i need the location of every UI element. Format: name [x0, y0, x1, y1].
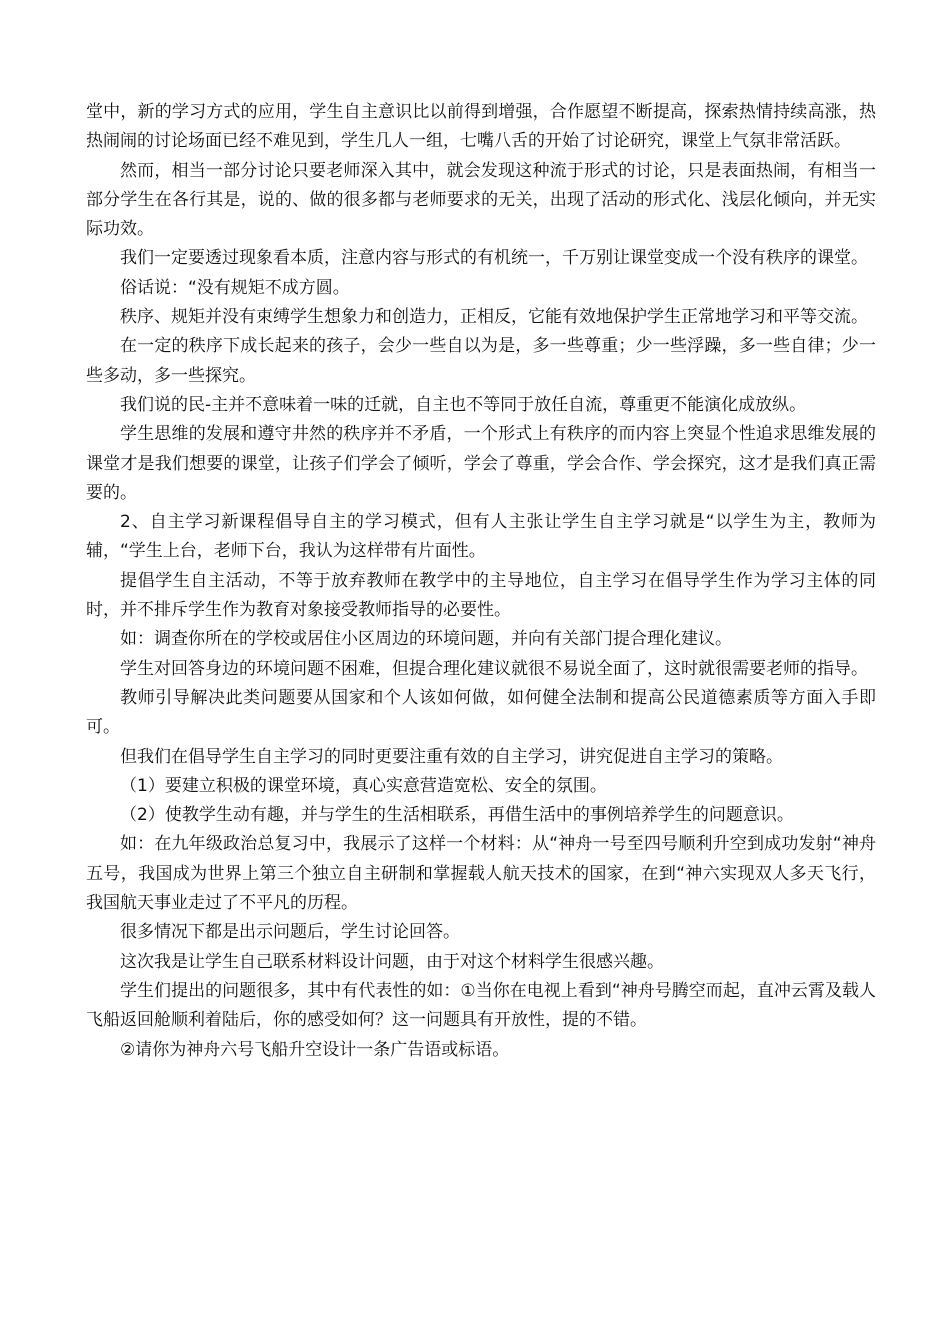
paragraph-2: 然而，相当一部分讨论只要老师深入其中，就会发现这种流于形式的讨论，只是表面热闹，有相当一部分学生在各行其是，说的、做的很多都与老师要求的无关，出现了活动的形式化、浅层化倾向，并无实际功效。 — [86, 160, 876, 240]
paragraph-17: 如：在九年级政治总复习中，我展示了这样一个材料：从“神舟一号至四号顺利升空到成功发射“神舟五号，我国成为世界上第三个独立自主研制和掌握载人航天技术的国家，在到“神六实现双人多天飞行，我国航天事业走过了不平凡的历程。 — [86, 834, 876, 914]
paragraph-9: 2、自主学习新课程倡导自主的学习模式，但有人主张让学生自主学习就是“以学生为主，教师为辅，“学生上台，老师下台，我认为这样带有片面性。 — [86, 512, 876, 562]
paragraph-15: （1）要建立积极的课堂环境，真心实意营造宽松、安全的氛围。 — [120, 775, 607, 796]
paragraph-1: 堂中，新的学习方式的应用，学生自主意识比以前得到增强，合作愿望不断提高，探索热情持续高涨，热热闹闹的讨论场面已经不难见到，学生几人一组，七嘴八舌的开始了讨论研究，课堂上气氛非常活跃。 — [86, 102, 876, 152]
paragraph-4: 俗话说：“没有规矩不成方圆。 — [120, 277, 350, 298]
paragraph-5: 秩序、规矩并没有束缚学生想象力和创造力，正相反，它能有效地保护学生正常地学习和平等交流。 — [120, 307, 868, 328]
paragraph-11: 如：调查你所在的学校或居住小区周边的环境问题，并向有关部门提合理化建议。 — [120, 629, 732, 650]
paragraph-20: 学生们提出的问题很多，其中有代表性的如：①当你在电视上看到“神舟号腾空而起，直冲云霄及载人飞船返回舱顺利着陆后，你的感受如何？这一问题具有开放性，提的不错。 — [86, 980, 876, 1031]
paragraph-6: 在一定的秩序下成长起来的孩子，会少一些自以为是，多一些尊重；少一些浮躁，多一些自律；少一些多动，多一些探究。 — [86, 336, 876, 386]
paragraph-18: 很多情况下都是出示问题后，学生讨论回答。 — [120, 922, 460, 943]
paragraph-12: 学生对回答身边的环境问题不困难，但提合理化建议就很不易说全面了，这时就很需要老师的指导。 — [120, 658, 868, 679]
paragraph-8: 学生思维的发展和遵守井然的秩序并不矛盾，一个形式上有秩序的而内容上突显个性追求思维发展的课堂才是我们想要的课堂，让孩子们学会了倾听，学会了尊重，学会合作、学会探究，这才是我们真正需要的。 — [86, 424, 876, 503]
paragraph-7: 我们说的民-主并不意味着一味的迁就，自主也不等同于放任自流，尊重更不能演化成放纵。 — [120, 394, 807, 415]
paragraph-19: 这次我是让学生自己联系材料设计问题，由于对这个材料学生很感兴趣。 — [120, 951, 664, 972]
paragraph-13: 教师引导解决此类问题要从国家和个人该如何做，如何健全法制和提高公民道德素质等方面入手即可。 — [86, 687, 876, 738]
paragraph-16: （2）使教学生动有趣，并与学生的生活相联系，再借生活中的事例培养学生的问题意识。 — [120, 805, 794, 826]
paragraph-21: ②请你为神舟六号飞船升空设计一条广告语或标语。 — [120, 1039, 510, 1060]
paragraph-14: 但我们在倡导学生自主学习的同时更要注重有效的自主学习，讲究促进自主学习的策略。 — [120, 746, 783, 767]
document-body — [86, 98, 876, 1065]
paragraph-3: 我们一定要透过现象看本质，注意内容与形式的有机统一，千万别让课堂变成一个没有秩序的课堂。 — [120, 248, 868, 269]
paragraph-10: 提倡学生自主活动，不等于放弃教师在教学中的主导地位，自主学习在倡导学生作为学习主体的同时，并不排斥学生作为教育对象接受教师指导的必要性。 — [86, 570, 876, 621]
